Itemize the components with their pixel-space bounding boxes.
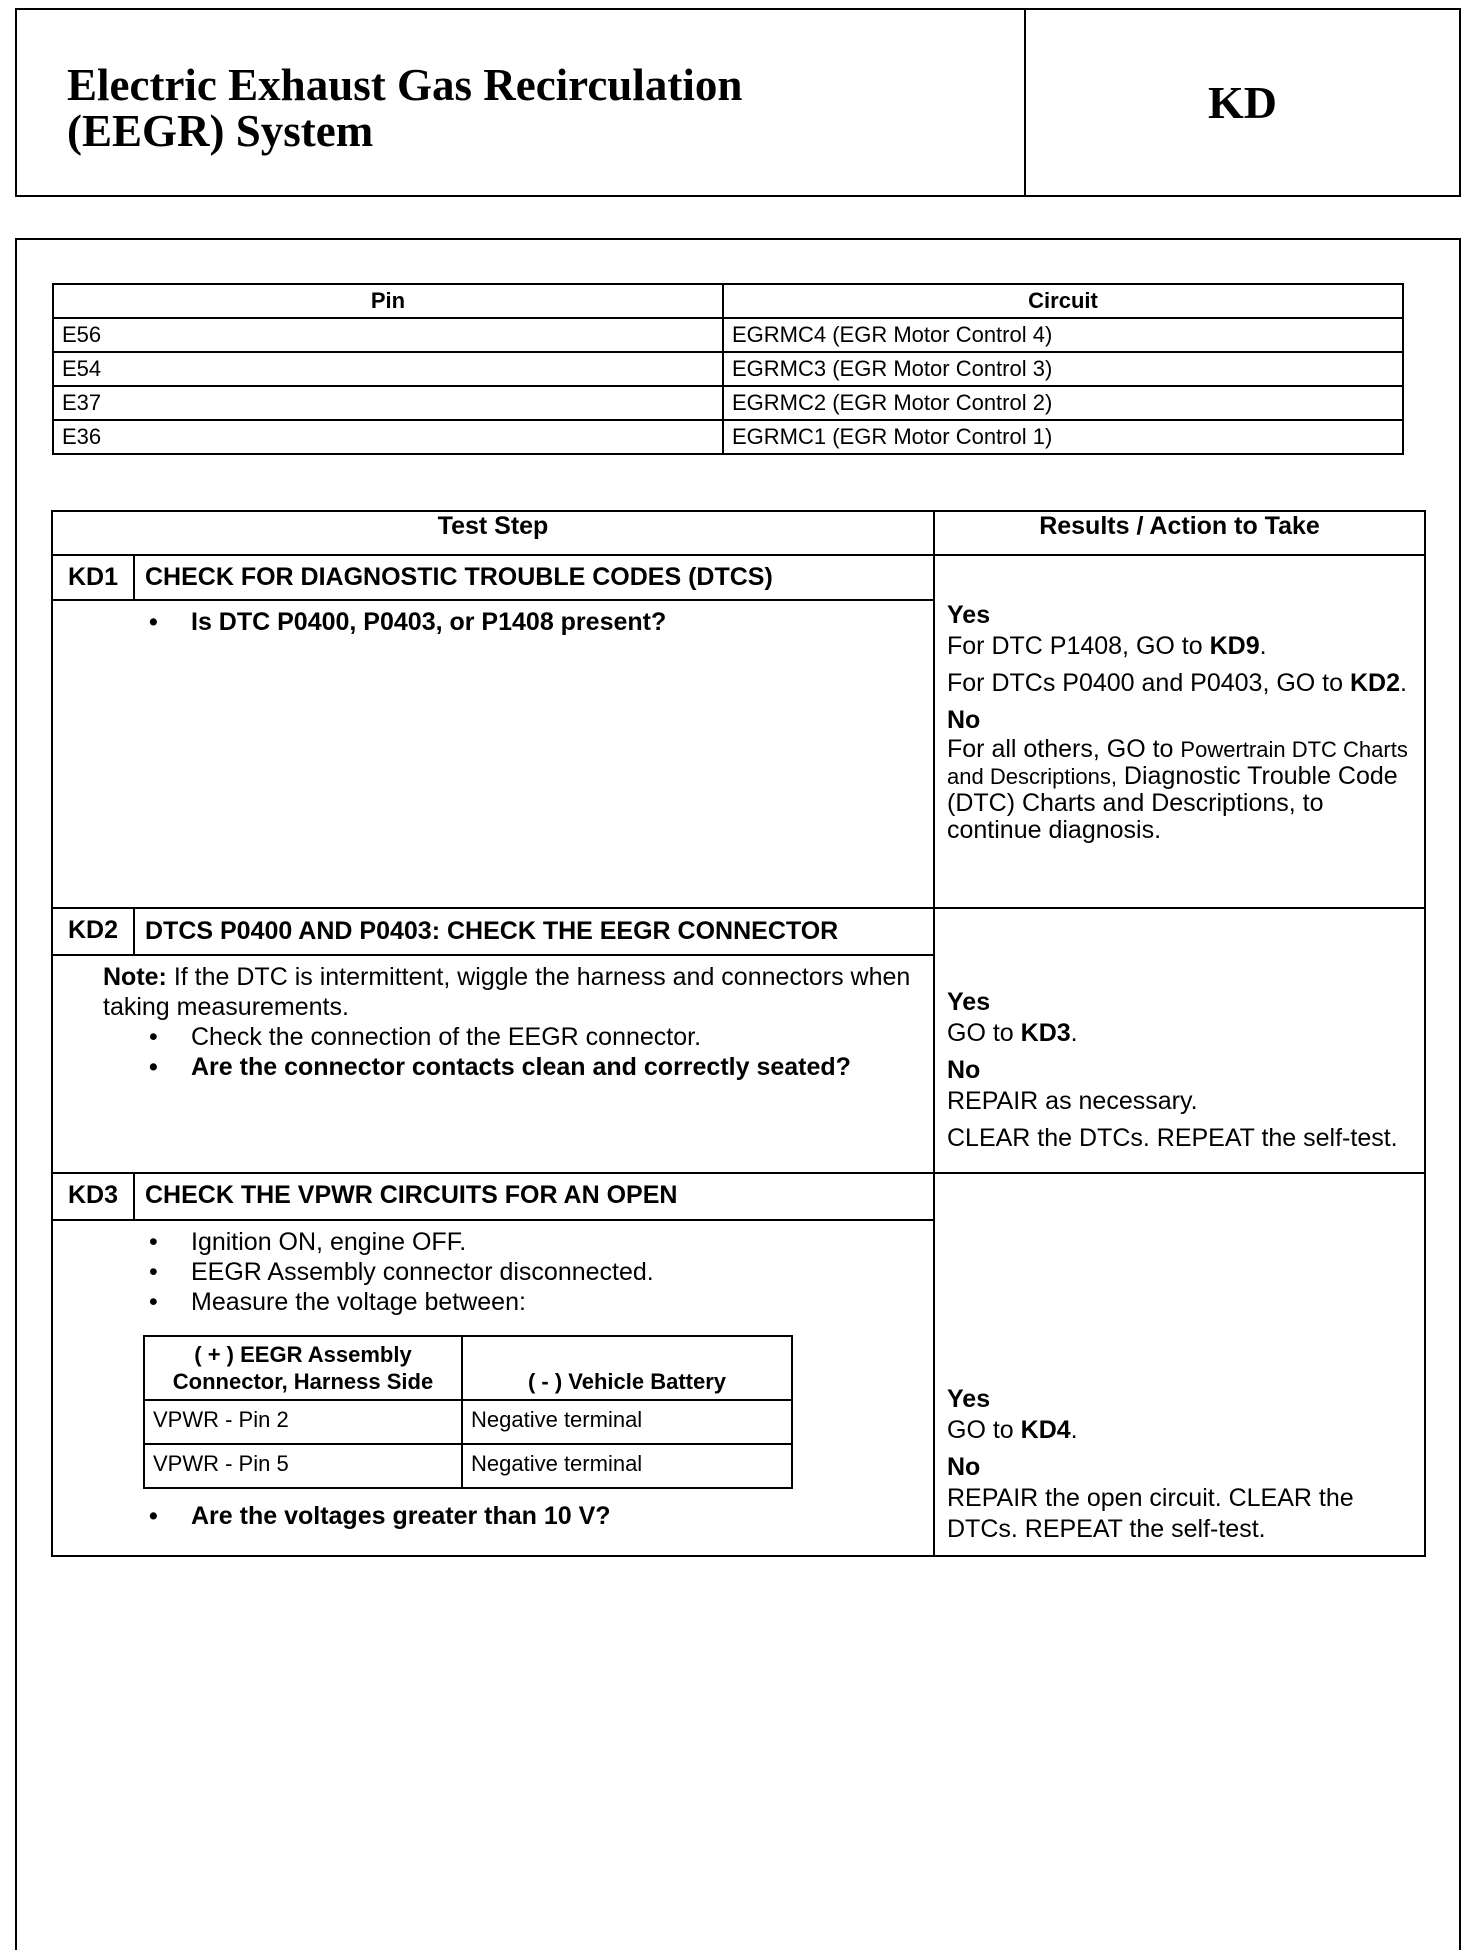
table-row [53,420,1403,454]
results-header: Results / Action to Take [934,511,1425,555]
goto-link-kd4: KD4 [1020,1416,1071,1444]
result-text: For DTC P1408, GO to [947,632,1210,660]
yes-label: Yes [947,988,991,1016]
voltage-header-negative: ( - ) Vehicle Battery [462,1336,792,1400]
voltage-cell: Negative terminal [462,1444,792,1488]
step-title-kd2: DTCS P0400 AND P0403: CHECK THE EEGR CONNECTOR [134,908,934,955]
voltage-header-positive: ( + ) EEGR Assembly Connector, Harness Side [144,1336,462,1400]
step-title-kd1: CHECK FOR DIAGNOSTIC TROUBLE CODES (DTCS) [134,555,934,600]
list-item: • Measure the voltage between: [149,1287,923,1317]
test-step-table [51,510,1426,1557]
voltage-table [143,1335,793,1489]
results-kd2: Yes GO to KD3. No REPAIR as necessary. CLEAR the DTCs. REPEAT the self-test. [934,908,1425,1173]
result-text: REPAIR as necessary. [947,1087,1198,1115]
circuit-cell: EGRMC4 (EGR Motor Control 4) [723,318,1403,352]
results-kd1: Yes For DTC P1408, GO to KD9. For DTCs P0400 and P0403, GO to KD2. No For all others, GO to Powertrain DTC Charts and Descriptions, Diagnostic Trouble Code (DTC) Charts and Descriptions, to continue diagnosis. [934,555,1425,908]
result-text: For DTCs P0400 and P0403, GO to [947,669,1350,697]
table-row [53,386,1403,420]
question-kd3: • Are the voltages greater than 10 V? [149,1501,923,1531]
no-label: No [947,1056,981,1084]
step-title-kd3: CHECK THE VPWR CIRCUITS FOR AN OPEN [134,1173,934,1220]
list-item: • Ignition ON, engine OFF. [149,1227,923,1257]
yes-label: Yes [947,1385,991,1413]
reference-text: Powertrain DTC Charts and Descriptions, [947,737,1408,789]
voltage-cell: VPWR - Pin 5 [144,1444,462,1488]
note [103,962,923,1022]
page-title [67,62,742,154]
pin-header: Pin [53,284,723,318]
results-kd3: Yes GO to KD4. No REPAIR the open circuit. CLEAR the DTCs. REPEAT the self-test. [934,1173,1425,1556]
step-body-kd2 [52,955,934,1173]
step-body-kd3 [52,1220,934,1556]
note-text: If the DTC is intermittent, wiggle the harness and connectors when taking measurements. [103,963,911,1021]
result-text: GO to [947,1416,1021,1444]
table-row [144,1444,792,1488]
result-text: GO to [947,1019,1021,1047]
yes-label: Yes [947,601,991,629]
result-text: For all others, GO to [947,735,1181,763]
result-text: Diagnostic Trouble Code (DTC) Charts and Descriptions, to continue diagnosis. [947,762,1398,844]
pin-cell: E37 [53,386,723,420]
page-header [15,8,1461,197]
pin-cell: E54 [53,352,723,386]
question-kd1: • Is DTC P0400, P0403, or P1408 present? [149,607,923,637]
table-row [53,318,1403,352]
voltage-cell: Negative terminal [462,1400,792,1444]
list-item: • Check the connection of the EEGR connector. [149,1022,923,1052]
result-text: REPAIR the open circuit. CLEAR the DTCs. REPEAT the self-test. [947,1484,1354,1543]
pin-cell: E36 [53,420,723,454]
list-item: • EEGR Assembly connector disconnected. [149,1257,923,1287]
result-text: CLEAR the DTCs. REPEAT the self-test. [947,1124,1398,1152]
step-id-kd3: KD3 [52,1173,134,1220]
step-id-kd1: KD1 [52,555,134,600]
table-row [53,352,1403,386]
goto-link-kd9: KD9 [1209,632,1260,660]
circuit-header: Circuit [723,284,1403,318]
step-id-kd2: KD2 [52,908,134,955]
title-line-1: Electric Exhaust Gas Recirculation [67,60,743,110]
section-code: KD [1208,77,1277,128]
pin-cell: E56 [53,318,723,352]
pin-circuit-table [52,283,1404,455]
step-body-kd1 [52,600,934,908]
voltage-cell: VPWR - Pin 2 [144,1400,462,1444]
circuit-cell: EGRMC2 (EGR Motor Control 2) [723,386,1403,420]
table-row [144,1400,792,1444]
test-step-header: Test Step [52,511,934,555]
circuit-cell: EGRMC3 (EGR Motor Control 3) [723,352,1403,386]
goto-link-kd2: KD2 [1349,669,1400,697]
question-kd2: • Are the connector contacts clean and correctly seated? [149,1052,923,1082]
no-label: No [947,706,981,734]
no-label: No [947,1453,981,1481]
goto-link-kd3: KD3 [1020,1019,1071,1047]
title-line-2: (EEGR) System [67,106,374,156]
circuit-cell: EGRMC1 (EGR Motor Control 1) [723,420,1403,454]
note-label: Note: [103,963,167,991]
